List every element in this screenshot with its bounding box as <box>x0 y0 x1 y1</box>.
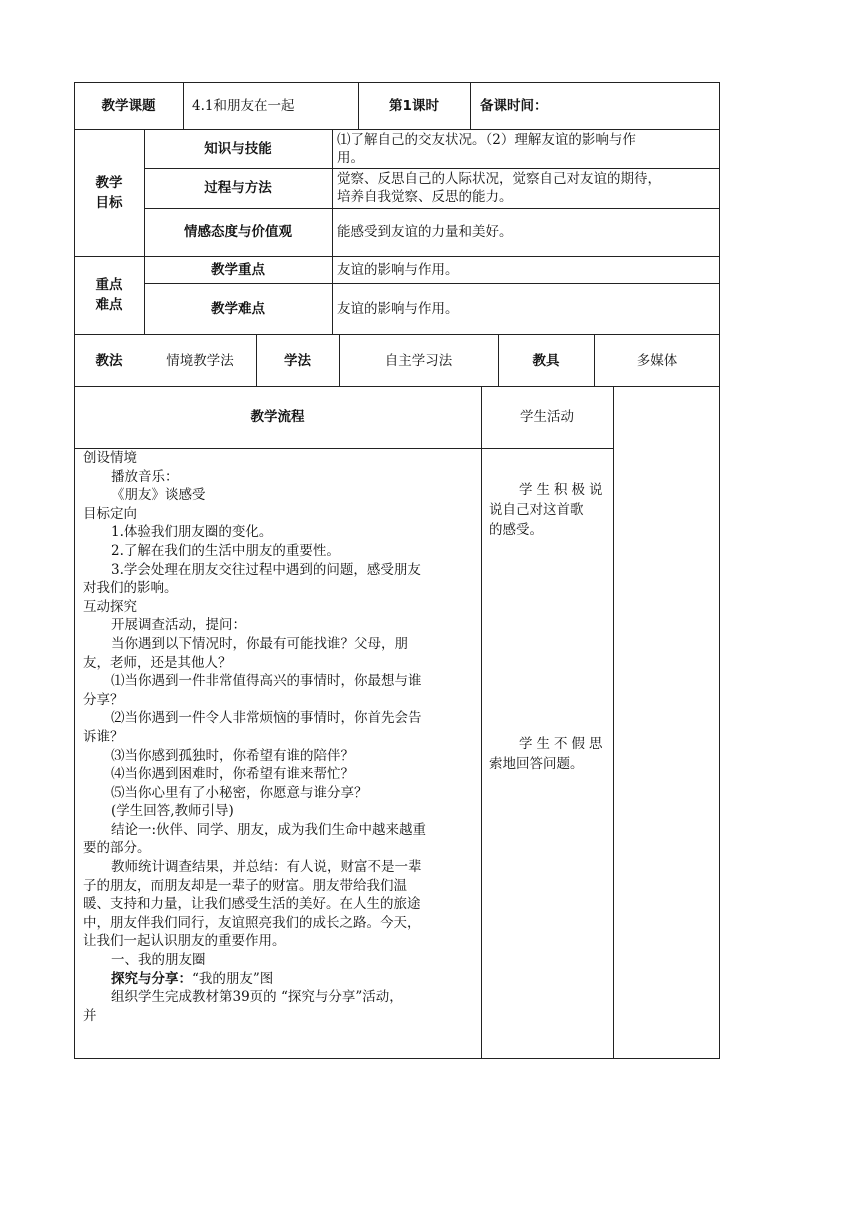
goal-row-knowledge-text2: 用。 <box>337 150 364 166</box>
course-value: 4.1和朋友在一起 <box>192 97 295 114</box>
process-content <box>83 449 479 1025</box>
process-line: 并 <box>83 1007 97 1024</box>
process-line: ⑸当你心里有了小秘密，你愿意与谁分享？ <box>111 784 368 801</box>
student-activity-1-line3: 的感受。 <box>489 522 543 538</box>
process-line: ⑷当你遇到困难时，你希望有谁来帮忙？ <box>111 766 354 783</box>
difficulty-label: 教学难点 <box>211 300 265 317</box>
process-line: 诉谁？ <box>83 728 124 745</box>
difficulty-text: 友谊的影响与作用。 <box>337 300 459 317</box>
process-line-bold: 探究与分享： <box>111 970 192 987</box>
process-line: 要的部分。 <box>83 840 151 857</box>
process-line: 教师统计调查结果，并总结：有人说，财富不是一辈 <box>111 859 422 876</box>
course-label: 教学课题 <box>101 97 156 114</box>
process-line: 播放音乐： <box>111 468 179 485</box>
key-point-text: 友谊的影响与作用。 <box>337 261 459 278</box>
process-line: 分享？ <box>83 691 124 708</box>
goal-row-process-text2: 培养自我觉察、反思的能力。 <box>337 189 513 205</box>
process-line: 结论一:伙伴、同学、朋友，成为我们生命中越来越重 <box>111 821 427 838</box>
process-line: 目标定向 <box>83 505 137 522</box>
keypoints-label-text: 重点难点 <box>95 277 123 313</box>
prep-time-label: 备课时间： <box>480 97 548 114</box>
key-point-label: 教学重点 <box>211 261 265 278</box>
goal-row-emotion-text1: 能感受到友谊的力量和美好。 <box>337 224 513 240</box>
process-line: 暖、支持和力量，让我们感受生活的美好。在人生的旅途 <box>83 896 421 913</box>
goal-row-process-text1: 觉察、反思自己的人际状况，觉察自己对友谊的期待， <box>337 171 661 187</box>
tools-value: 多媒体 <box>636 352 678 369</box>
student-activity-1-line2: 说自己对这首歌 <box>489 502 584 518</box>
process-line <box>83 970 479 989</box>
teach-method-label: 教法 <box>95 352 123 369</box>
process-line-rest: “我的朋友”图 <box>192 970 274 987</box>
process-line: 3.学会处理在朋友交往过程中遇到的问题，感受朋友 <box>111 561 421 578</box>
student-activity-1-line1: 学生积极说 <box>519 482 607 498</box>
student-activity-2-line1: 学生不假思 <box>519 736 607 752</box>
process-line: 组织学生完成教材第39页的 “探究与分享”活动， <box>111 989 403 1006</box>
student-activity-1 <box>489 480 609 540</box>
tools-label: 教具 <box>532 352 560 369</box>
process-line: 开展调查活动，提问： <box>111 617 246 634</box>
process-header: 教学流程 <box>250 409 305 425</box>
learn-method-value: 自主学习法 <box>384 352 453 369</box>
process-line: 友，老师，还是其他人？ <box>83 654 232 671</box>
learn-method-label: 学法 <box>284 352 311 369</box>
student-activity-2 <box>489 734 609 774</box>
process-line: 让我们一起认识朋友的重要作用。 <box>83 933 286 950</box>
process-line: 一、我的朋友圈 <box>111 952 206 969</box>
goal-row-emotion-name: 情感态度与价值观 <box>184 224 292 240</box>
student-activity-2-line2: 索地回答问题。 <box>489 756 584 772</box>
goals-label <box>74 129 144 256</box>
process-line: 当你遇到以下情况时，你最有可能找谁？父母，朋 <box>111 635 408 652</box>
process-line: 对我们的影响。 <box>83 580 178 597</box>
process-line: ⑴当你遇到一件非常值得高兴的事情时，你最想与谁 <box>111 673 422 690</box>
student-activity-header: 学生活动 <box>520 409 574 425</box>
process-line: 《朋友》谈感受 <box>111 487 206 504</box>
process-line: 1.体验我们朋友圈的变化。 <box>111 524 273 541</box>
process-line: 子的朋友，而朋友却是一辈子的财富。朋友带给我们温 <box>83 877 407 894</box>
teach-method-value: 情境教学法 <box>166 352 234 369</box>
goal-row-knowledge-name: 知识与技能 <box>204 140 272 157</box>
period: 第1课时 <box>389 97 439 114</box>
goal-row-process-name: 过程与方法 <box>204 180 272 196</box>
process-line: 创设情境 <box>83 450 137 466</box>
goals-label-text: 教学目标 <box>95 174 123 211</box>
keypoints-label <box>74 256 144 334</box>
goal-row-knowledge-text1: ⑴了解自己的交友状况。（2）理解友谊的影响与作 <box>337 132 636 148</box>
process-line: ⑵当你遇到一件令人非常烦恼的事情时，你首先会告 <box>111 710 422 727</box>
process-line: ⑶当你感到孤独时，你希望有谁的陪伴？ <box>111 747 354 764</box>
process-line: (学生回答,教师引导) <box>111 803 234 820</box>
process-line: 互动探究 <box>83 598 137 615</box>
process-line: 2.了解在我们的生活中朋友的重要性。 <box>111 542 340 559</box>
process-line: 中，朋友伴我们同行，友谊照亮我们的成长之路。今天， <box>83 914 421 931</box>
